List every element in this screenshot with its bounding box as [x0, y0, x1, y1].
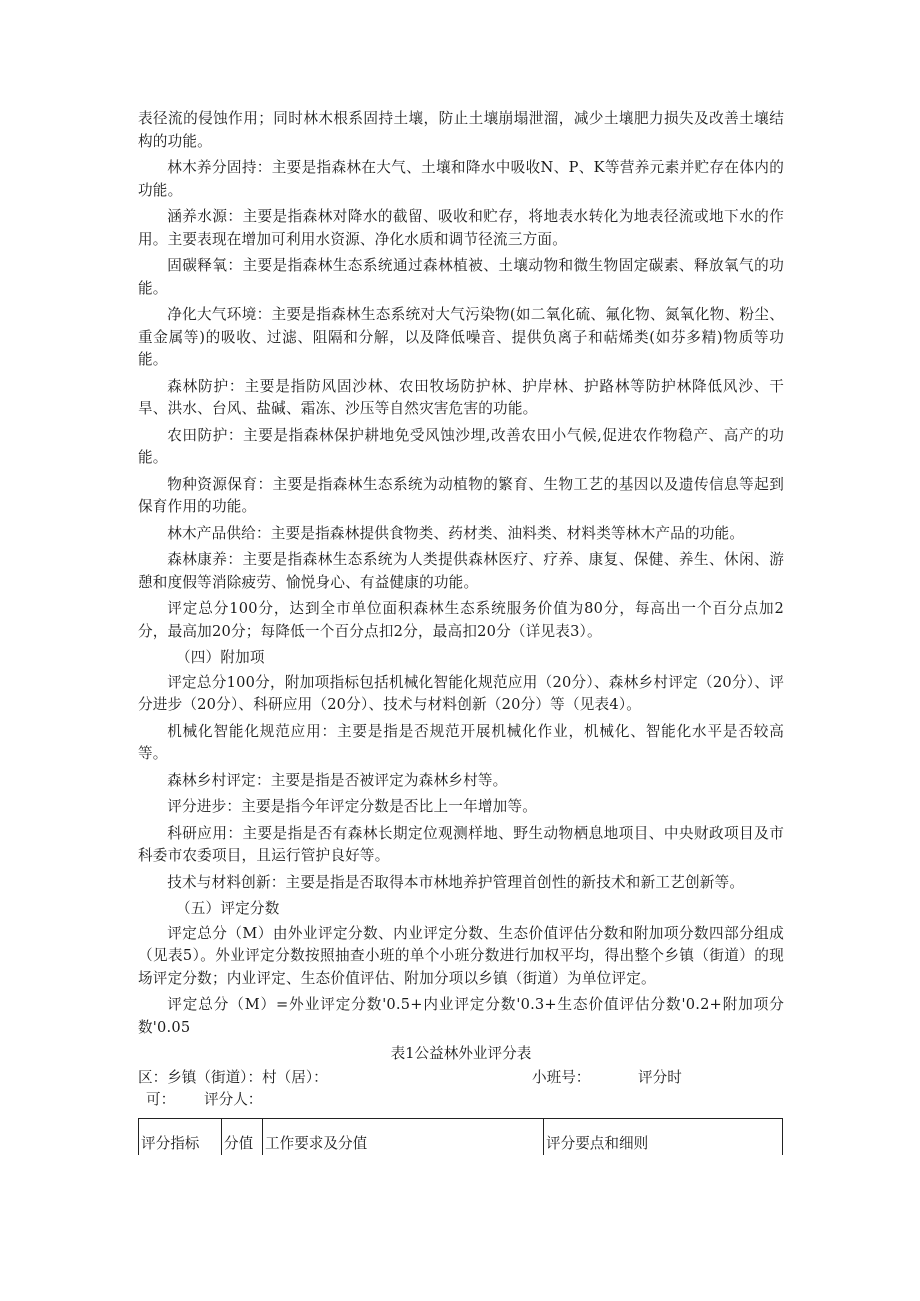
- section-heading-score: （五）评定分数: [175, 900, 280, 917]
- paragraph-species-conservation: 物种资源保育：主要是指森林生态系统为动植物的繁育、生物工艺的基因以及遗传信息等起到保育作用的功能。: [138, 475, 784, 515]
- meta-time: 评分时: [638, 1069, 682, 1086]
- paragraph-nutrient-retention: 林木养分固持：主要是指森林在大气、土壤和降水中吸收N、P、K等营养元素并贮存在体内的功能。: [138, 159, 784, 199]
- table-header-row: [139, 1119, 783, 1156]
- paragraph-forest-village: 森林乡村评定：主要是指是否被评定为森林乡村等。: [167, 771, 508, 789]
- outdoor-score-table: [138, 1118, 783, 1155]
- paragraph-score-formula: 评定总分（M）=外业评定分数'0.5+内业评定分数'0.3+生态价值评估分数'0.2+附加项分数'0.05: [138, 996, 784, 1036]
- header-cell-requirements: 工作要求及分值: [263, 1119, 544, 1156]
- paragraph-score-composition: 评定总分（M）由外业评定分数、内业评定分数、生态价值评估分数和附加项分数四部分组成（见表5）。外业评定分数按照抽查小班的单个小班分数进行加权平均，得出整个乡镇（街道）的现场评定分数；内业评定、生态价值评估、附加分项以乡镇（街道）为单位评定。: [138, 924, 784, 987]
- paragraph-carbon-fixation: 固碳释氧：主要是指森林生态系统通过森林植被、土壤动物和微生物固定碳素、释放氧气的功能。: [138, 257, 784, 297]
- paragraph-tech-innovation: 技术与材料创新：主要是指是否取得本市林地养护管理首创性的新技术和新工艺创新等。: [167, 873, 745, 891]
- header-cell-indicator: 评分指标: [139, 1119, 222, 1156]
- table-title: 表1公益林外业评分表: [390, 1045, 532, 1062]
- paragraph-score-progress: 评分进步：主要是指今年评定分数是否比上一年增加等。: [167, 798, 538, 815]
- paragraph-farmland-protection: 农田防护：主要是指森林保护耕地免受风蚀沙埋,改善农田小气候,促进农作物稳产、高产的功能。: [138, 426, 784, 466]
- table-meta-row-1: [138, 1067, 784, 1089]
- header-cell-score: 分值: [222, 1119, 263, 1156]
- header-cell-rules: 评分要点和细则: [544, 1119, 783, 1156]
- paragraph-air-purification: 净化大气环境：主要是指森林生态系统对大气污染物(如二氧化硫、氟化物、氮氧化物、粉尘、重金属等)的吸收、过滤、阻隔和分解，以及降低噪音、提供负离子和萜烯类(如芬多精)物质等功能。: [138, 306, 784, 368]
- paragraph-additional-total: 评定总分100分，附加项指标包括机械化智能化规范应用（20分）、森林乡村评定（20分）、评分进步（20分）、科研应用（20分）、技术与材料创新（20分）等（见表4）。: [138, 673, 784, 713]
- paragraph-water-conservation: 涵养水源：主要是指森林对降水的截留、吸收和贮存，将地表水转化为地表径流或地下水的作用。主要表现在增加可利用水资源、净化水质和调节径流三方面。: [138, 208, 784, 248]
- table-meta-row-2: [138, 1089, 784, 1111]
- paragraph-soil-conservation-cont: 表径流的侵蚀作用；同时林木根系固持土壤，防止土壤崩塌泄溜，减少土壤肥力损失及改善土壤结构的功能。: [138, 110, 784, 150]
- meta-time-cont: 可：: [146, 1091, 176, 1108]
- paragraph-forest-protection: 森林防护：主要是指防风固沙林、农田牧场防护林、护岸林、护路林等防护林降低风沙、干旱、洪水、台风、盐碱、霜冻、沙压等自然灾害危害的功能。: [138, 377, 784, 417]
- paragraph-forest-wellness: 森林康养：主要是指森林生态系统为人类提供森林医疗、疗养、康复、保健、养生、休闲、游憩和度假等消除疲劳、愉悦身心、有益健康的功能。: [138, 551, 784, 591]
- meta-scorer: 评分人：: [204, 1091, 263, 1108]
- document-page: [138, 108, 784, 1152]
- paragraph-ecological-score: 评定总分100分，达到全市单位面积森林生态系统服务价值为80分，每高出一个百分点加2分，最高加20分；每降低一个百分点扣2分，最高扣20分（详见表3）。: [138, 600, 784, 640]
- paragraph-forest-products: 林木产品供给：主要是指森林提供食物类、药材类、油料类、材料类等林木产品的功能。: [167, 524, 745, 542]
- paragraph-mechanization: 机械化智能化规范应用：主要是指是否规范开展机械化作业，机械化、智能化水平是否较高等。: [138, 722, 784, 762]
- meta-subplot: 小班号：: [532, 1069, 591, 1086]
- paragraph-research-application: 科研应用：主要是指是否有森林长期定位观测样地、野生动物栖息地项目、中央财政项目及市科委市农委项目，且运行管护良好等。: [138, 824, 784, 864]
- section-heading-additional: （四）附加项: [175, 649, 265, 666]
- meta-district: 区：乡镇（街道）：村（居）：: [138, 1069, 328, 1086]
